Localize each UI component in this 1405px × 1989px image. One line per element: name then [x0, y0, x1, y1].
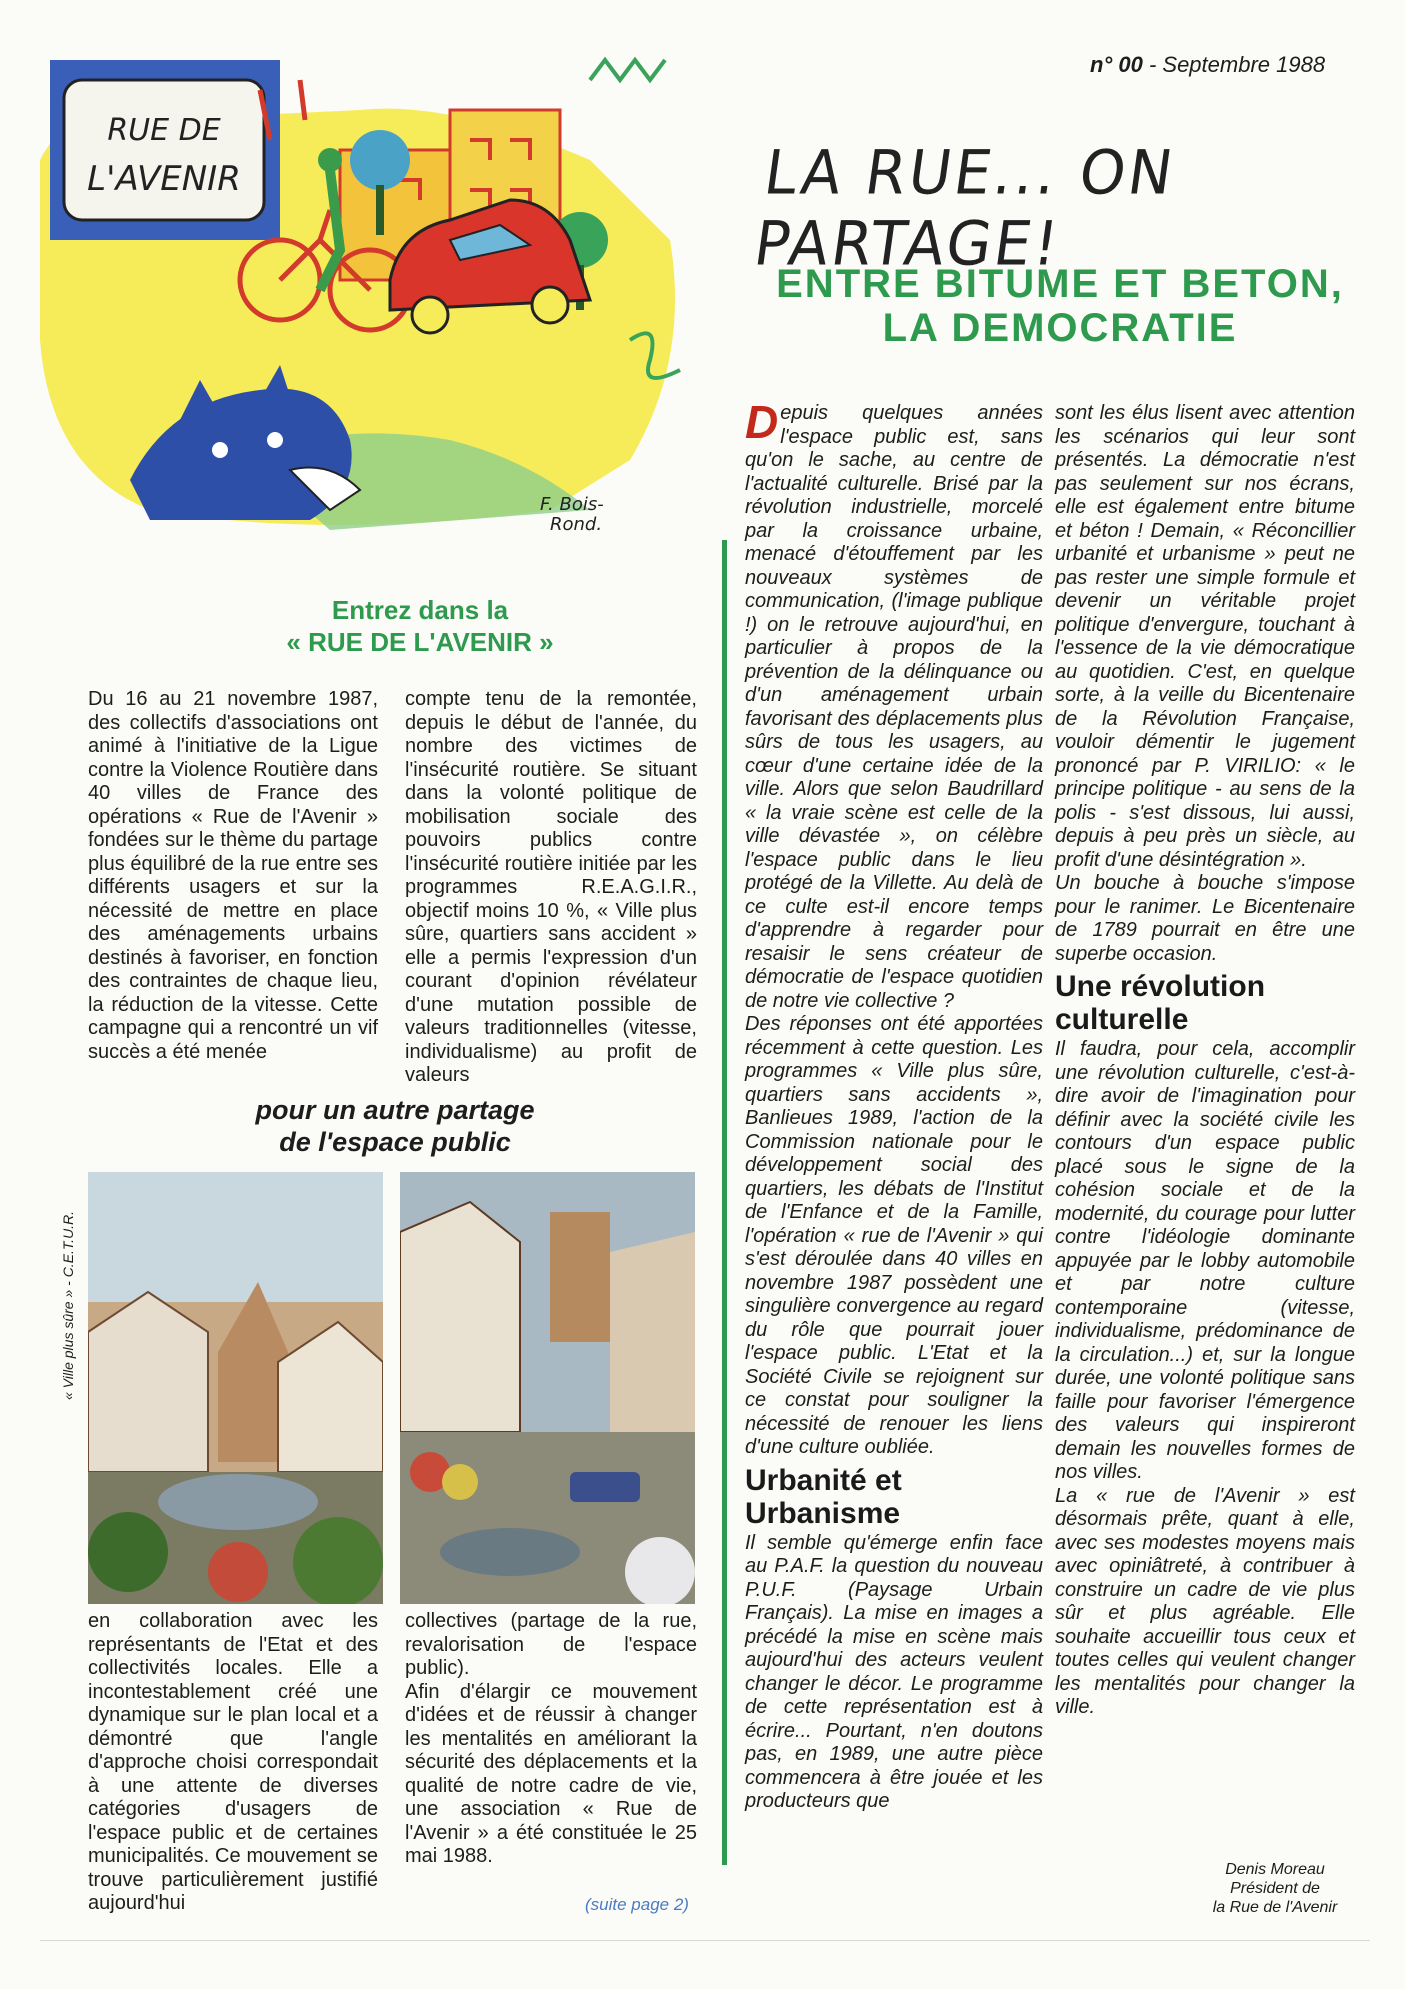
left-col2-top	[405, 688, 697, 1088]
right-col1-p1-text: epuis quelques années l'espace public est, sans qu'on le sache, au centre de l'actualité culturelle. Brisé par la révolution industrielle, morcelé par la croissance urbaine, menacé d'étouffement par les nouveaux systèmes de communication, (l'image publique !) on le retrouve aujourd'hui, en particulier à propos de la prévention de la délinquance ou d'un aménagement urbain favorisant des déplacements plus sûrs de tous les usagers, au cœur d'une certaine idée de la ville. Alors que selon Baudrillard « la vraie scène est celle de la ville dévastée », on célèbre l'espace public dans le lieu protégé de la Villette. Au delà de ce culte est-il encore temps d'apprendre à regarder pour resaisir le sens créateur de démocratie de l'espace quotidien de notre vie collective ?	[745, 402, 1043, 1012]
headline-line1: ENTRE BITUME ET BETON,	[776, 262, 1344, 306]
author-name: Denis Moreau	[1225, 1861, 1325, 1878]
author-title2: la Rue de l'Avenir	[1212, 1899, 1338, 1916]
right-col2	[1055, 402, 1355, 1720]
photo-credit: « Ville plus sûre » - C.E.T.U.R.	[60, 1210, 76, 1400]
heading-urbanite: Urbanité et Urbanisme	[745, 1463, 902, 1530]
issue-number: n° 00	[1090, 52, 1143, 77]
left-article-title	[230, 594, 610, 658]
left-col2-bottom-p1: collectives (partage de la rue, revalorisation de l'espace public).	[405, 1610, 697, 1679]
slogan: LA RUE... ON PARTAGE!	[749, 136, 1180, 280]
right-col2-p3: Il faudra, pour cela, accomplir une révolution culturelle, c'est-à-dire avoir de l'imagination pour définir avec la société civile les contours d'un espace public placé sous le signe de la cohésion sociale et de la modernité, du courage pour lutter contre l'idéologie dominante appuyée par le lobby automobile et par notre culture contemporaine (vitesse, individualisme, prédominance de la circulation...) et, sur la longue durée, une volonté politique sans faille pour favoriser l'émergence des valeurs qui inspireront demain les nouvelles formes de nos villes.	[1055, 1038, 1355, 1483]
left-col2-bottom-p2: Afin d'élargir ce mouvement d'idées et de réussir à changer les mentalités en améliorant la sécurité des déplacements et la qualité de notre cadre de vie, une association « Rue de l'Avenir » a été constituée le 25 mai 1988.	[405, 1680, 697, 1867]
svg-text:Rond.: Rond.	[550, 514, 603, 535]
cover-illustration	[30, 40, 730, 540]
page-bottom-rule	[40, 1940, 1370, 1941]
left-title-line2: « RUE DE L'AVENIR »	[286, 627, 554, 657]
issue-date: - Septembre 1988	[1148, 52, 1326, 77]
photo-street-gate	[400, 1172, 695, 1604]
right-col2-p1: sont les élus lisent avec attention les scénarios qui leur sont présentés. La démocratie n'est pas seulement sur nos écrans, elle est également entre bitume et béton ! Demain, « Réconcillier urbanité et urbanisme » peut ne pas rester une simple formule et devenir un véritable projet politique d'envergure, touchant à l'essence de la vie démocratique au quotidien. C'est, en quelque sorte, à la veille du Bicentenaire de la Révolution Française, vouloir démentir le jugement prononcé par P. VIRILIO: « le principe politique - au sens de la polis - s'est dissous, lui aussi, depuis à peu près un siècle, au profit d'une désintégration ».	[1055, 402, 1355, 871]
right-col1	[745, 396, 1043, 1814]
left-col2-bottom	[405, 1610, 697, 1869]
illustrator-signature: F. Bois-	[540, 494, 604, 515]
photo-village-square	[88, 1172, 383, 1604]
left-subtitle-line2: de l'espace public	[279, 1127, 511, 1157]
column-divider	[722, 540, 727, 1865]
headline	[760, 262, 1360, 350]
author-title1: Président de	[1230, 1880, 1320, 1897]
left-col1-top	[88, 688, 378, 1064]
continued-link[interactable]: (suite page 2)	[585, 1895, 689, 1914]
right-col2-p2: Un bouche à bouche s'impose pour le ranimer. Le Bicentenaire de 1789 pourrait en être une superbe occasion.	[1055, 872, 1355, 965]
right-col1-p1	[745, 396, 1043, 1013]
left-col1-bottom-text: en collaboration avec les représentants de l'Etat et des collectivités locales. Elle a incontestablement créé une dynamique sur le plan local et a démontré que l'angle d'approche choisi correspondait à une attente de diverses catégories d'usagers de l'espace public et de certaines municipalités. Ce mouvement se trouve particulièrement justifié aujourd'hui	[88, 1610, 378, 1914]
issue-info	[1090, 52, 1325, 78]
dropcap: D	[745, 396, 779, 448]
heading-revolution: Une révolution culturelle	[1055, 970, 1266, 1036]
author-signature	[1200, 1860, 1350, 1917]
right-col2-p4: La « rue de l'Avenir » est désormais prête, quant à elle, avec ses modestes moyens mais avec opiniâtreté, à contribuer à construire un cadre de vie plus sûr et plus agréable. Elle souhaite accueillir tous ceux et toutes celles qui veulent changer les mentalités pour changer la ville.	[1055, 1484, 1355, 1718]
headline-line2: LA DEMOCRATIE	[882, 306, 1238, 350]
left-col1-bottom	[88, 1610, 378, 1916]
right-col1-p3: Il semble qu'émerge enfin face au P.A.F. la question du nouveau P.U.F. (Paysage Urbain Français). La mise en images a précédé la mise en scène mais aujourd'hui des acteurs veulent changer le décor. Le programme de cette représentation est à écrire... Pourtant, n'en doutons pas, en 1989, une autre pièce commencera à être jouée et les producteurs que	[745, 1531, 1043, 1812]
left-col1-text: Du 16 au 21 novembre 1987, des collectifs d'associations ont animé à l'initiative de la Ligue contre la Violence Routière dans 40 villes de France des opérations « Rue de l'Avenir » fondées sur le thème du partage plus équilibré de la rue entre ses différents usagers et sur la nécessité de mettre en place des aménagements urbains destinés à favoriser, en fonction des contraintes de chaque lieu, la réduction de la vitesse. Cette campagne qui a rencontré un vif succès a été menée	[88, 688, 378, 1063]
left-col2-text: compte tenu de la remontée, depuis le début de l'année, du nombre des victimes de l'insécurité routière. Se situant dans la volonté politique de mobilisation sociale des pouvoirs publics contre l'insécurité routière initiée par les programmes R.E.A.G.I.R., objectif moins 10 %, « Ville plus sûre, quartiers sans accident » elle a permis l'expression d'un courant d'opinion révélateur d'une mutation possible de valeurs traditionnelles (vitesse, individualisme) au profit de valeurs	[405, 688, 697, 1086]
left-title-line1: Entrez dans la	[331, 595, 509, 625]
right-col1-p2: Des réponses ont été apportées récemment à cette question. Les programmes « Ville plus sûre, quartiers sans accidents », Banlieues 1989, l'action de la Commission nationale pour le développement social des quartiers, les débats de l'Institut de l'Enfance et de la Famille, l'opération « rue de l'Avenir » qui s'est déroulée dans 40 villes en novembre 1987 possèdent une singulière convergence au regard du rôle que pourrait jouer l'espace public. L'Etat et la Société Civile se rejoignent sur ce constat pour souligner la nécessité de renouer les liens d'une culture oubliée.	[745, 1013, 1043, 1458]
svg-text:L'AVENIR: L'AVENIR	[87, 159, 241, 199]
left-subtitle-line1: pour un autre partage	[255, 1095, 535, 1125]
left-subtitle	[185, 1094, 605, 1158]
street-sign-text: RUE DE	[107, 113, 221, 148]
